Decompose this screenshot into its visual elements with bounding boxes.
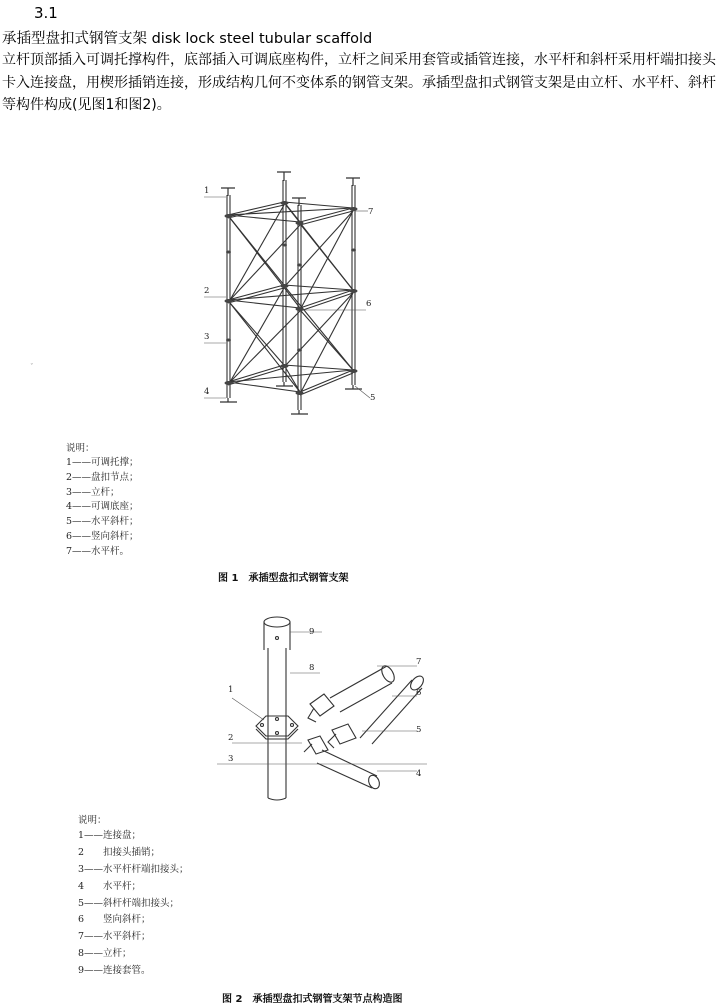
fig1-label-7: 7: [368, 207, 374, 217]
figure-1-caption: 图 1 承插型盘扣式钢管支架: [218, 573, 349, 584]
fig1-label-5: 5: [370, 393, 376, 403]
fig1-label-1: 1: [204, 186, 210, 196]
term-heading: 承插型盘扣式钢管支架 disk lock steel tubular scaffold: [2, 31, 373, 47]
fig1-label-4: 4: [204, 387, 210, 397]
fig1-label-2: 2: [204, 286, 210, 296]
legend-item: 1——连接盘；: [78, 830, 142, 841]
legend-item: 7——水平斜杆；: [78, 931, 151, 943]
fig2-label-9: 9: [309, 627, 315, 637]
figure-2-drawing: [212, 608, 442, 806]
legend-item: 4——可调底座；: [66, 501, 139, 513]
figure-2-caption: 图 2 承插型盘扣式钢管支架节点构造图: [222, 994, 403, 1005]
fig2-label-7: 7: [416, 657, 422, 667]
legend-item: 8——立杆；: [78, 948, 132, 960]
legend-item: 7——水平杆。: [66, 545, 130, 557]
figure-1-legend: [66, 440, 139, 560]
legend-item: 9——连接套管。: [78, 965, 151, 977]
fig2-label-1: 1: [228, 685, 234, 695]
legend-item: 3——立杆；: [66, 486, 120, 498]
fig1-label-3: 3: [204, 332, 210, 342]
legend-heading: 说明：: [78, 815, 107, 826]
section-number: 3.1: [34, 4, 58, 22]
legend-item: 5——水平斜杆；: [66, 516, 139, 528]
legend-item: 3——水平杆杆端扣接头；: [78, 863, 189, 875]
scaffold-tower-illustration: [190, 160, 390, 430]
legend-item: 1——可调托撑；: [66, 457, 139, 468]
legend-heading: 说明：: [66, 443, 95, 454]
stray-mark: ˇ: [30, 363, 34, 371]
fig2-label-5: 5: [416, 725, 422, 735]
fig2-label-4: 4: [416, 769, 422, 779]
fig2-label-3: 3: [228, 754, 234, 764]
legend-item: 4 水平杆；: [78, 880, 142, 892]
legend-item: 2——盘扣节点；: [66, 471, 139, 483]
legend-item: 2 扣接头插销；: [78, 846, 161, 858]
legend-item: 6 竖向斜杆；: [78, 914, 151, 926]
fig2-label-6: 6: [416, 688, 422, 698]
definition-paragraph: 立杆顶部插入可调托撑构件，底部插入可调底座构件，立杆之间采用套管或插管连接，水平杆和斜杆采用杆端扣接头卡入连接盘，用楔形插销连接，形成结构几何不变体系的钢管支架。承插型盘扣式钢管支架是由立杆、水平杆、斜杆等构件构成(见图1和图2)。: [2, 52, 716, 113]
node-detail-illustration: [212, 608, 442, 806]
fig2-label-2: 2: [228, 733, 234, 743]
fig1-label-6: 6: [366, 299, 372, 309]
figure-1-drawing: [190, 160, 390, 430]
legend-item: 5——斜杆杆端扣接头；: [78, 897, 180, 909]
fig2-label-8: 8: [309, 663, 315, 673]
figure-2-legend: [78, 812, 189, 980]
legend-item: 6——竖向斜杆；: [66, 530, 139, 542]
